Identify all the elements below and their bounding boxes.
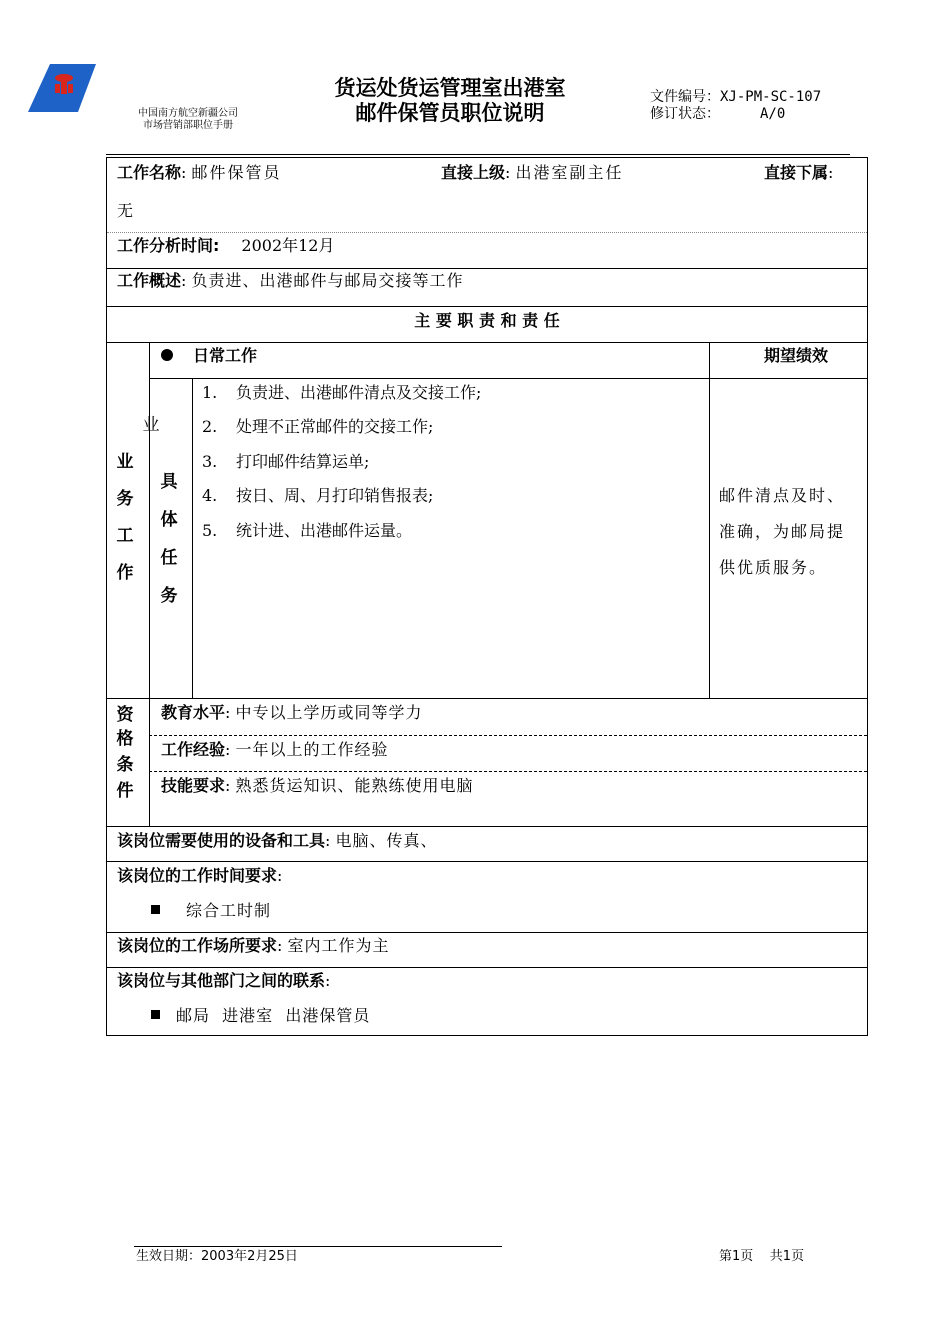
work-time-item [151, 901, 271, 921]
skills-field: 技能要求: 熟悉货运知识、能熟练使用电脑 [161, 776, 474, 795]
expected-performance-text: 邮件清点及时、 准确，为邮局提 供优质服务。 [719, 486, 846, 577]
skills-value: 熟悉货运知识、能熟练使用电脑 [235, 776, 474, 795]
qualification-char: 格 [116, 729, 134, 749]
doc-number-value: XJ-PM-SC-107 [720, 89, 822, 105]
revision-value: A/0 [760, 106, 786, 122]
effective-date: 生效日期：2003年2月25日 [136, 1249, 298, 1264]
superior-label: 直接上级 [441, 163, 506, 182]
skills-label: 技能要求 [161, 776, 226, 795]
subordinate-label: 直接下属 [764, 163, 829, 182]
col-divider [192, 378, 193, 698]
company-name: 中国南方航空新疆公司 [138, 108, 238, 119]
work-time-field: 该岗位的工作时间要求: [117, 866, 283, 885]
kapok-flower-icon [55, 74, 73, 94]
document-meta [650, 89, 850, 123]
task-item: 4. 按日、周、月打印销售报表; [202, 486, 434, 505]
title-line-2: 邮件保管员职位说明 [355, 101, 545, 125]
row-divider [149, 378, 867, 379]
education-field: 教育水平: 中专以上学历或同等学力 [161, 703, 423, 722]
subordinate-value: 无 [117, 201, 134, 220]
doc-number-row [650, 89, 850, 106]
row-divider [107, 698, 867, 699]
row-divider [107, 826, 867, 827]
relations-item [151, 1006, 370, 1026]
overview-value: 负责进、出港邮件与邮局交接等工作 [191, 271, 464, 290]
expected-performance-label: 期望绩效 [764, 346, 829, 365]
bullet-dot-icon [161, 349, 173, 361]
superior-field: 直接上级: 出港室副主任 [441, 163, 624, 182]
task-item: 1. 负责进、出港邮件清点及交接工作; [202, 383, 482, 402]
overview-field: 工作概述: 负责进、出港邮件与邮局交接等工作 [117, 271, 464, 290]
overview-label: 工作概述 [117, 271, 182, 290]
business-label-char: 务 [116, 489, 134, 509]
analysis-time-label: 工作分析时间: [117, 236, 220, 255]
header-rule [106, 154, 850, 155]
doc-number-label: 文件编号： [650, 89, 720, 105]
relations-value: 邮局 进港室 出港保管员 [176, 1006, 371, 1025]
task-item: 3. 打印邮件结算运单; [202, 452, 370, 471]
equipment-field: 该岗位需要使用的设备和工具: 电脑、传真、 [117, 831, 438, 850]
relations-label: 该岗位与其他部门之间的联系 [117, 971, 326, 990]
square-bullet-icon [151, 1010, 160, 1019]
row-divider [107, 306, 867, 307]
business-label-char: 工 [116, 526, 134, 546]
specific-tasks-char: 体 [160, 510, 178, 530]
col-divider [709, 342, 710, 698]
row-divider [107, 232, 867, 233]
daily-work-label: 日常工作 [193, 346, 258, 365]
education-value: 中专以上学历或同等学力 [235, 703, 423, 722]
job-description-table [106, 157, 868, 1036]
square-bullet-icon [151, 905, 160, 914]
revision-row [650, 106, 850, 123]
page-info: 第1页 共1页 [719, 1249, 805, 1264]
specific-tasks-char: 具 [160, 472, 178, 492]
workplace-value: 室内工作为主 [287, 936, 390, 955]
daily-work-header [161, 346, 257, 366]
experience-field: 工作经验: 一年以上的工作经验 [161, 740, 389, 759]
main-duties-heading: 主 要 职 责 和 责 任 [414, 311, 560, 330]
company-name-block [118, 108, 258, 132]
workplace-label: 该岗位的工作场所要求 [117, 936, 278, 955]
work-time-label: 该岗位的工作时间要求 [117, 866, 278, 885]
business-stray-char: 业 [142, 415, 160, 435]
equipment-value: 电脑、传真、 [335, 831, 438, 850]
job-name-label: 工作名称 [117, 163, 182, 182]
company-logo [28, 64, 96, 112]
subordinate-field: 直接下属: [764, 163, 834, 182]
work-time-value: 综合工时制 [186, 901, 272, 920]
job-name-value: 邮件保管员 [191, 163, 282, 182]
row-divider-dashed [149, 735, 867, 736]
specific-tasks-char: 务 [160, 586, 178, 606]
document-title [290, 76, 610, 126]
row-divider-dashed [149, 771, 867, 772]
row-divider [107, 932, 867, 933]
analysis-time-value: 2002年12月 [241, 236, 335, 255]
experience-value: 一年以上的工作经验 [235, 740, 389, 759]
row-divider [107, 268, 867, 269]
business-label-char: 作 [116, 563, 134, 583]
qualification-char: 资 [116, 705, 134, 725]
task-item: 2. 处理不正常邮件的交接工作; [202, 417, 434, 436]
revision-label: 修订状态： [650, 106, 720, 122]
workplace-field: 该岗位的工作场所要求: 室内工作为主 [117, 936, 390, 955]
footer-rule [134, 1246, 502, 1247]
row-divider [107, 967, 867, 968]
title-line-1: 货运处货运管理室出港室 [334, 76, 566, 100]
analysis-time-field [117, 236, 335, 256]
equipment-label: 该岗位需要使用的设备和工具 [117, 831, 326, 850]
job-name-field: 工作名称: 邮件保管员 [117, 163, 282, 182]
manual-name: 市场营销部职位手册 [143, 120, 233, 131]
relations-field: 该岗位与其他部门之间的联系: [117, 971, 331, 990]
superior-value: 出港室副主任 [515, 163, 624, 182]
education-label: 教育水平 [161, 703, 226, 722]
qualification-char: 件 [116, 781, 134, 801]
specific-tasks-char: 任 [160, 548, 178, 568]
row-divider [107, 861, 867, 862]
experience-label: 工作经验 [161, 740, 226, 759]
row-divider [107, 342, 867, 343]
qualification-char: 条 [116, 755, 134, 775]
task-item: 5. 统计进、出港邮件运量。 [202, 521, 413, 540]
business-label-char: 业 [116, 452, 134, 472]
